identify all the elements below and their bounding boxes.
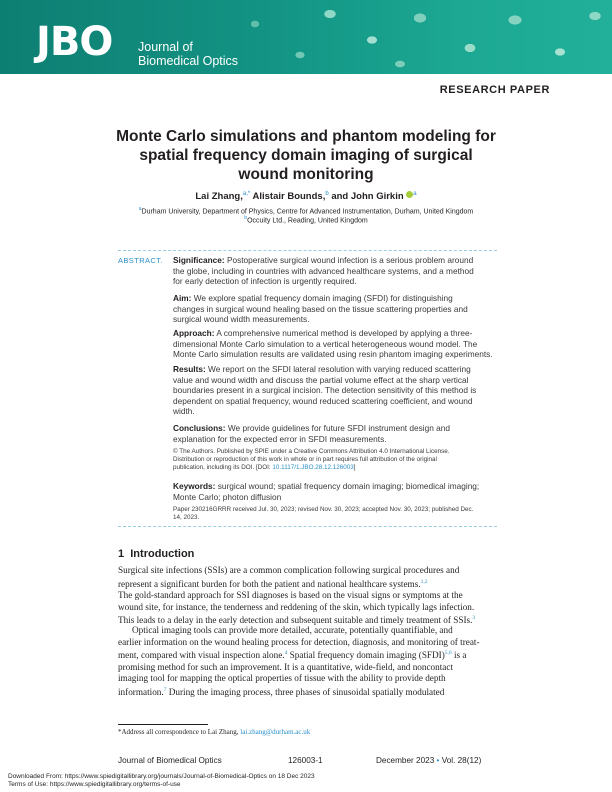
email-link[interactable]: lai.zhang@durham.ac.uk <box>240 728 311 736</box>
title-line: Monte Carlo simulations and phantom modeling for <box>116 128 496 145</box>
abstract-section-label: Results: <box>173 364 206 374</box>
license-statement <box>173 448 497 473</box>
abstract-approach <box>173 328 497 360</box>
abstract-conclusions <box>173 423 497 444</box>
journal-name <box>138 40 238 68</box>
body-line: information. <box>118 687 164 698</box>
affil-text: Occuity Ltd., Reading, United Kingdom <box>247 217 368 225</box>
body-line: ment, compared with visual inspection alone. <box>118 650 285 661</box>
affil-mark: b <box>244 215 248 221</box>
body-line: During the imaging process, three phases of sinusoidal spatially modulated <box>168 687 445 698</box>
author-name[interactable]: Lai Zhang, <box>195 191 243 203</box>
body-line: represent a significant burden for both the patient and national healthcare systems. <box>118 578 421 589</box>
body-line: Spatial frequency domain imaging (SFDI) <box>289 650 445 661</box>
title-line: spatial frequency domain imaging of surgical <box>139 147 473 164</box>
footer-journal: Journal of Biomedical Optics <box>118 756 222 765</box>
abstract-line: We report on the SFDI lateral resolution with varying reduced scattering <box>208 364 471 374</box>
citation-ref[interactable]: 4 <box>284 650 288 657</box>
paper-history <box>173 506 497 522</box>
footer-volume: Vol. 28(12) <box>441 756 482 765</box>
abstract-section-label: Aim: <box>173 293 192 303</box>
body-line: This leads to a delay in the early detection and subsequent suitable and timely treatment of SSIs. <box>118 615 473 626</box>
body-line: earlier information on the wound healing process for detection, diagnosis, and monitoring of treat- <box>118 636 480 647</box>
citation-ref[interactable]: 7 <box>163 687 167 694</box>
affil-mark: a <box>138 206 142 212</box>
author-affil-mark: a <box>413 191 417 197</box>
journal-name-line2: Biomedical Optics <box>138 54 239 68</box>
journal-name-line1: Journal of <box>138 40 193 54</box>
intro-paragraph-2 <box>118 625 498 699</box>
history-line: 14, 2023. <box>173 514 200 522</box>
abstract-line: We explore spatial frequency domain imaging (SFDI) for distinguishing <box>193 293 453 303</box>
abstract-line: A comprehensive numerical method is developed by applying a three- <box>216 328 473 338</box>
abstract-bottom-rule <box>118 526 497 527</box>
abstract-line: Monte Carlo simulation results are validated using resin phantom imaging experiments. <box>173 349 493 360</box>
section-title: Introduction <box>130 548 195 560</box>
license-line: publication, including its DOI. [DOI: <box>173 464 273 472</box>
keywords <box>173 481 497 502</box>
abstract-label: ABSTRACT. <box>118 256 163 265</box>
affiliation <box>60 214 552 225</box>
keywords-label: Keywords: <box>173 481 216 491</box>
abstract-significance <box>173 255 497 287</box>
correspondence-footnote <box>118 728 310 736</box>
author-name[interactable]: Alistair Bounds, <box>252 191 326 203</box>
paper-type: RESEARCH PAPER <box>439 84 550 96</box>
paper-title <box>80 127 532 184</box>
abstract-line: the globe, including in countries with advanced healthcare systems, and a method <box>173 265 474 276</box>
abstract-aim <box>173 293 497 325</box>
title-line: wound monitoring <box>238 166 374 183</box>
citation-ref[interactable]: 1,2 <box>420 578 428 585</box>
affil-text: Durham University, Department of Physics, Centre for Advanced Instrumentation, Durham, United Kingdom <box>141 208 474 216</box>
abstract-line: for early detection of infection is urgently required. <box>173 276 357 287</box>
abstract-line: boundaries present in a surgical incision. The detection sensitivity of this method is <box>173 385 477 396</box>
body-line: is a <box>453 650 467 661</box>
footnote-text: *Address all correspondence to Lai Zhang, <box>118 728 241 736</box>
author-list <box>60 191 552 202</box>
footer-page-number: 126003-1 <box>288 756 323 765</box>
footer-bullet: • <box>436 756 440 765</box>
intro-paragraph-1 <box>118 565 498 627</box>
body-line: imaging tool for mapping the optical properties of tissue with the ability to provide depth <box>118 673 446 684</box>
abstract-line: Postoperative surgical wound infection is a serious problem around <box>226 255 474 265</box>
abstract-line: changes in surgical wound healing based on the tissue scattering properties and <box>173 303 468 314</box>
footer-issue <box>376 756 481 765</box>
abstract-line: value and wound width and discuss the partial volume effect at the sharp vertical <box>173 374 469 385</box>
citation-ref[interactable]: 5,6 <box>444 650 452 657</box>
body-line: wound site, for instance, the tenderness and reddening of the skin, which typically lags infection. <box>118 601 475 612</box>
abstract-line: dimensional Monte Carlo simulation to a vertical heterogeneous wound model. The <box>173 338 478 349</box>
footnote-rule <box>118 724 208 725</box>
abstract-section-label: Approach: <box>173 328 215 338</box>
abstract-line: width. <box>173 406 195 417</box>
journal-logo: JBO <box>36 19 113 65</box>
keywords-line: surgical wound; spatial frequency domain imaging; biomedical imaging; <box>217 481 480 491</box>
abstract-results <box>173 364 497 417</box>
author-affil-mark: a,* <box>242 191 251 197</box>
terms-line: Terms of Use: https://www.spiedigitallibrary.org/terms-of-use <box>8 781 181 788</box>
keywords-line: Monte Carlo; photon diffusion <box>173 491 282 502</box>
abstract-line: We provide guidelines for future SFDI instrument design and <box>227 423 451 433</box>
body-line: The gold-standard approach for SSI diagnoses is based on the visual signs or symptoms at the <box>118 590 463 601</box>
section-heading <box>118 548 194 560</box>
citation-ref[interactable]: 3 <box>472 615 476 622</box>
history-line: Paper 230216GRRR received Jul. 30, 2023; revised Nov. 30, 2023; accepted Nov. 30, 2023; published Dec. <box>173 506 474 513</box>
journal-banner <box>0 0 612 74</box>
abstract-top-rule <box>118 250 497 251</box>
body-line: Surgical site infections (SSIs) are a common complication following surgical procedures and <box>118 565 460 575</box>
section-number: 1 <box>118 548 125 560</box>
download-line: Downloaded From: https://www.spiedigitallibrary.org/journals/Journal-of-Biomedical-Optics on 18 Dec 2023 <box>8 773 315 780</box>
license-line: © The Authors. Published by SPIE under a Creative Commons Attribution 4.0 International License. <box>173 448 450 455</box>
author-affil-mark: b <box>325 191 329 197</box>
abstract-line: dependent on spatial frequency, wound reduced scattering coefficient, and wound <box>173 395 473 406</box>
license-line: ] <box>353 464 356 472</box>
abstract-section-label: Conclusions: <box>173 423 226 433</box>
footer-date: December 2023 <box>376 756 435 765</box>
abstract-line: surgical wound width measurements. <box>173 314 310 325</box>
doi-link[interactable]: 10.1117/1.JBO.28.12.126003 <box>272 464 354 472</box>
author-name[interactable]: and John Girkin <box>331 191 404 203</box>
body-line: Optical imaging tools can provide more detailed, accurate, potentially quantifiable, and <box>132 625 453 635</box>
abstract-line: explanation for the expected error in SFDI measurements. <box>173 433 387 444</box>
body-line: promising method for such an improvement. It is a quantitative, wide-field, and noncontact <box>118 661 454 672</box>
abstract-section-label: Significance: <box>173 255 225 265</box>
license-line: Distribution or reproduction of this work in whole or in part requires full attribution of the original <box>173 456 437 464</box>
